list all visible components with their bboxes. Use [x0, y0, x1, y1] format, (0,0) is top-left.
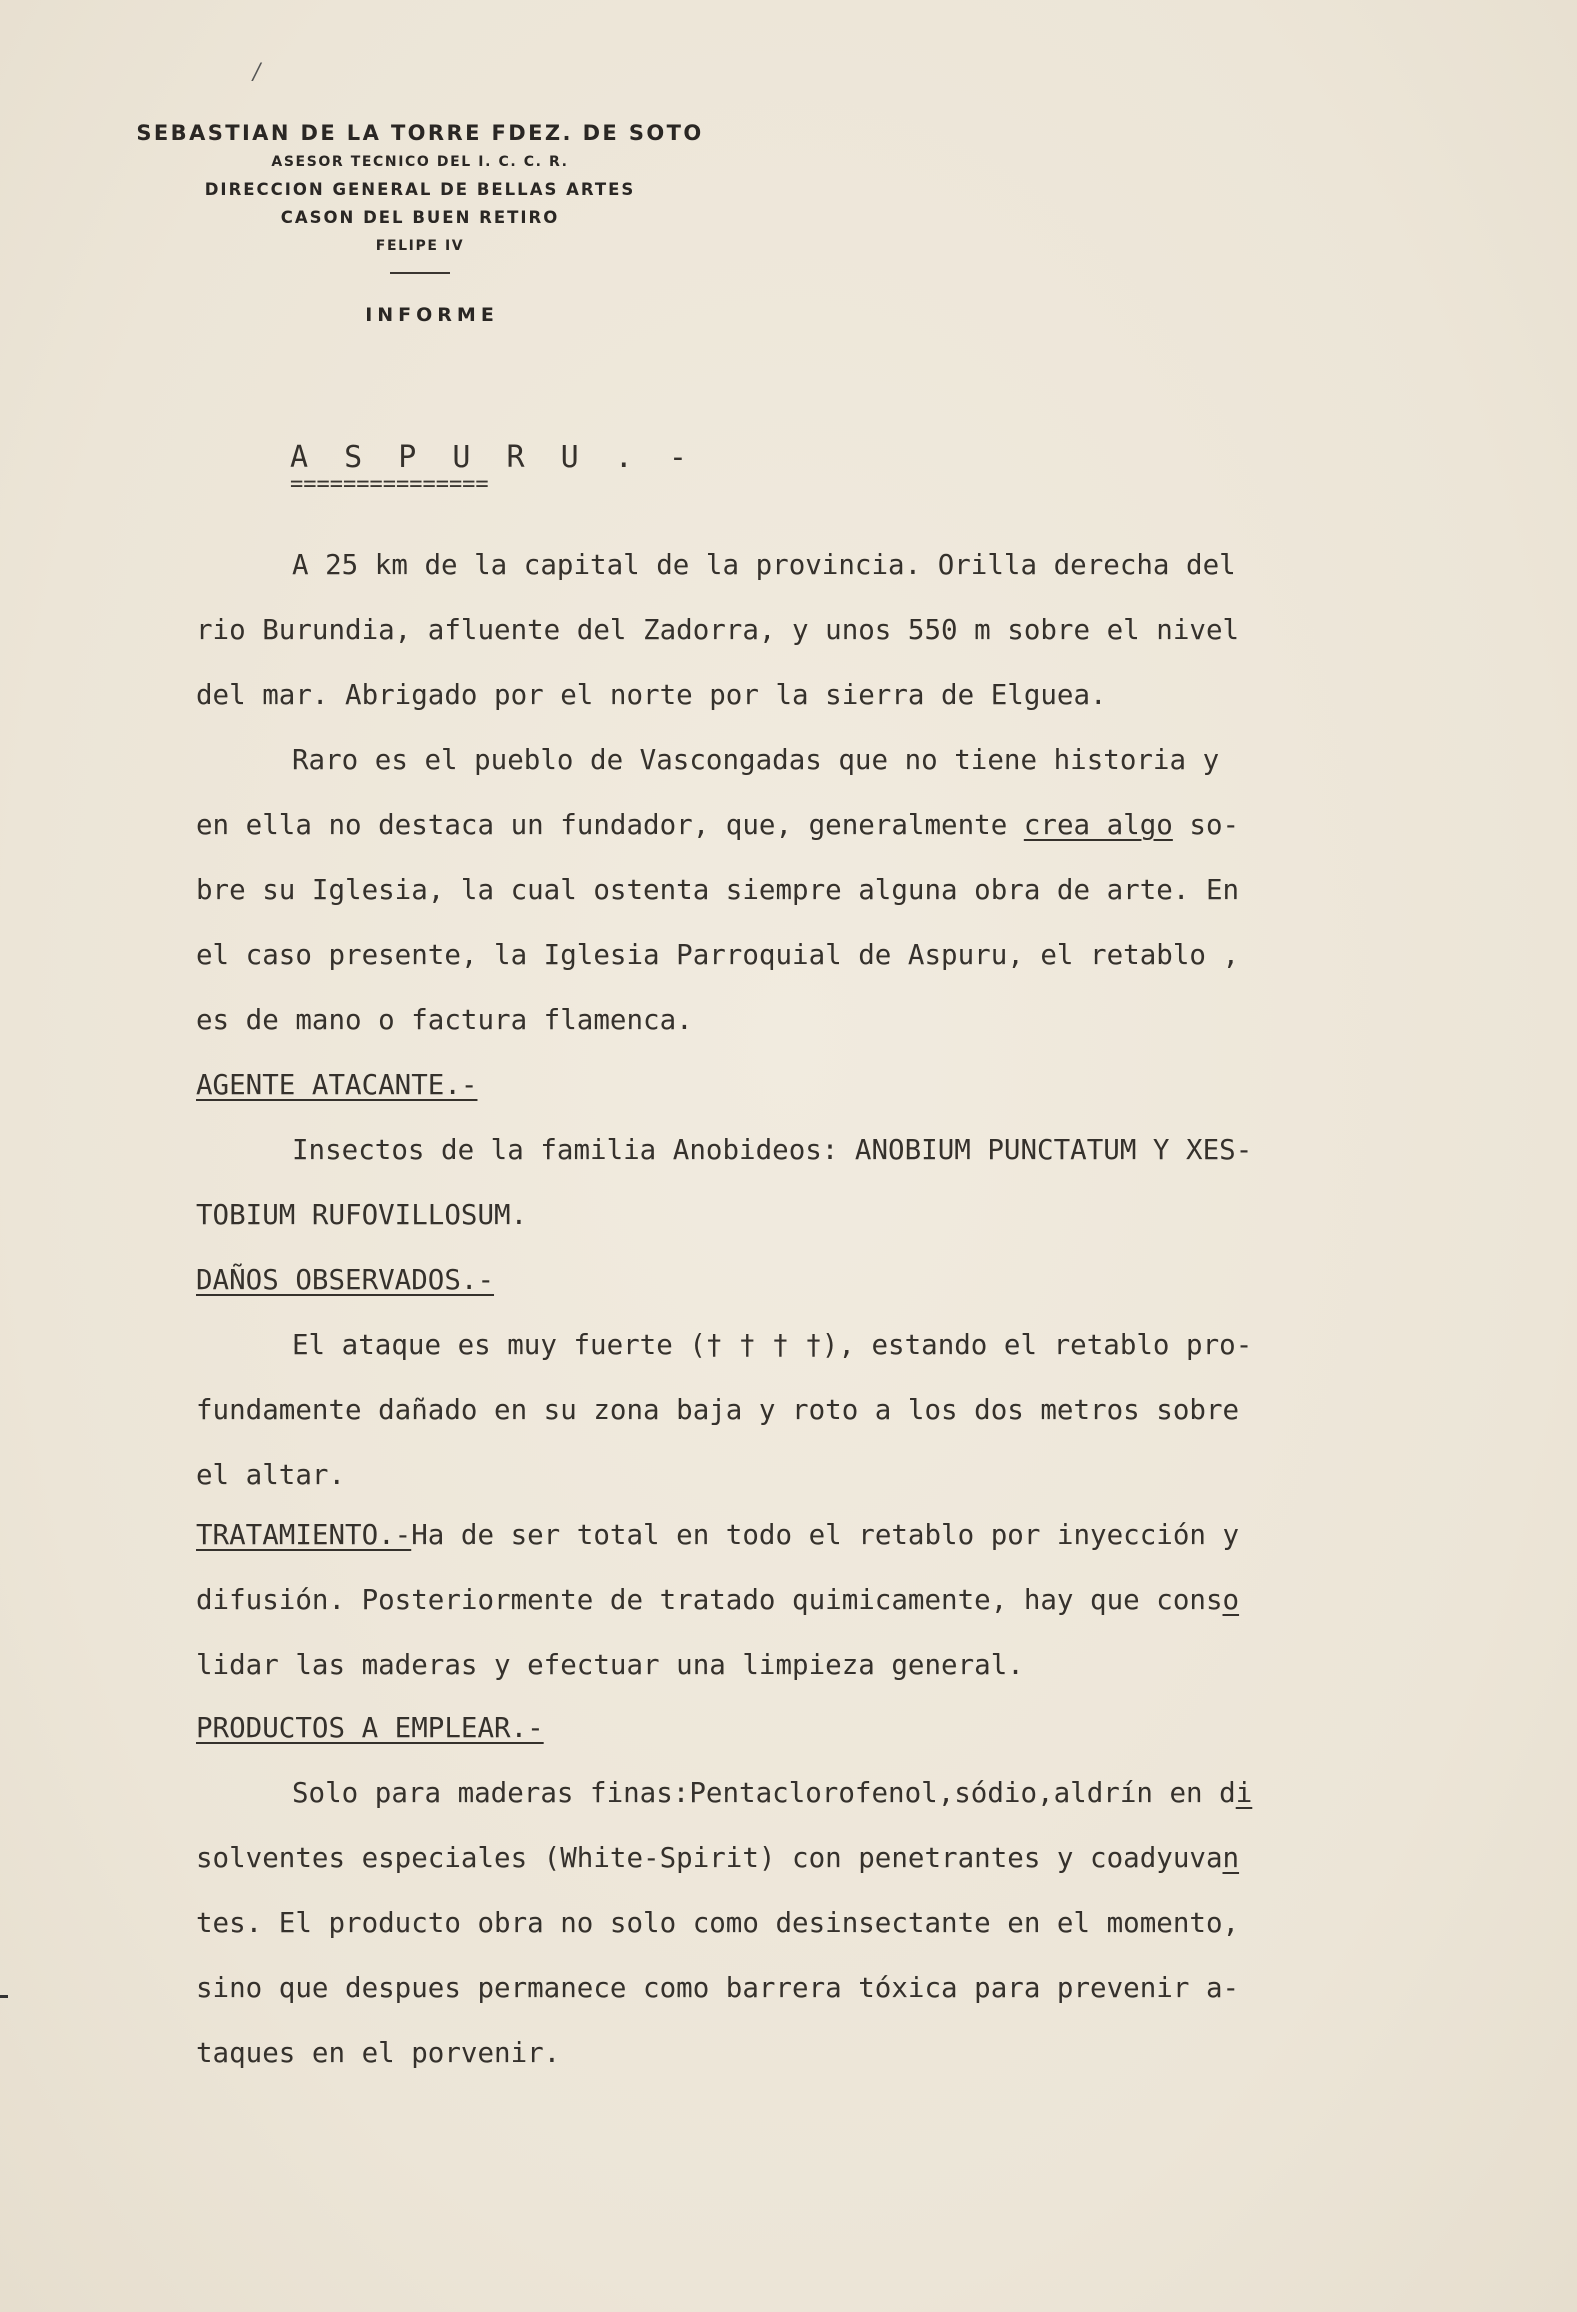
productos-line: tes. El producto obra no solo como desinsectante en el momento,	[196, 1907, 1240, 1939]
history-line: Raro es el pueblo de Vascongadas que no tiene historia y	[292, 744, 1220, 776]
intro-line: rio Burundia, afluente del Zadorra, y unos 550 m sobre el nivel	[196, 614, 1240, 646]
intro-paragraph	[196, 533, 1396, 728]
letterhead-department: DIRECCION GENERAL DE BELLAS ARTES	[204, 180, 636, 199]
history-line: bre su Iglesia, la cual ostenta siempre alguna obra de arte. En	[196, 874, 1240, 906]
history-line-text: en ella no destaca un fundador, que, generalmente	[196, 809, 1024, 841]
danos-line: el altar.	[196, 1459, 346, 1491]
danos-line: fundamente dañado en su zona baja y roto a los dos metros sobre	[196, 1394, 1240, 1426]
productos-line: taques en el porvenir.	[196, 2037, 561, 2069]
tratamiento-section	[196, 1503, 1396, 1698]
document-type: INFORME	[365, 304, 499, 326]
history-line	[196, 793, 1396, 858]
history-paragraph	[196, 728, 1396, 1053]
productos-line: sino que despues permanece como barrera tóxica para prevenir a-	[196, 1972, 1240, 2004]
handwritten-mark: /	[253, 60, 261, 85]
letterhead-name: SEBASTIAN DE LA TORRE FDEZ. DE SOTO	[136, 121, 704, 145]
agente-line: Insectos de la familia Anobideos: ANOBIUM PUNCTATUM Y XES-	[292, 1134, 1253, 1166]
intro-line: A 25 km de la capital de la provincia. Orilla derecha del	[292, 549, 1236, 581]
agente-section	[196, 1053, 1396, 1248]
agente-line: TOBIUM RUFOVILLOSUM.	[196, 1199, 528, 1231]
productos-section	[196, 1696, 1396, 2086]
title-underline: ===============	[290, 472, 489, 497]
section-heading: TRATAMIENTO.-	[196, 1519, 412, 1551]
danos-section	[196, 1248, 1396, 1508]
edge-mark	[0, 1995, 8, 1998]
letterhead-street: FELIPE IV	[375, 238, 465, 254]
underlined-letter: i	[1235, 1777, 1253, 1809]
letterhead-role: ASESOR TECNICO DEL I. C. C. R.	[271, 154, 569, 170]
productos-text: solventes especiales (White-Spirit) con penetrantes y coadyuva	[196, 1842, 1223, 1874]
history-line: el caso presente, la Iglesia Parroquial de Aspuru, el retablo ,	[196, 939, 1240, 971]
productos-line	[196, 1761, 1396, 1826]
danos-line: El ataque es muy fuerte († † † †), estando el retablo pro-	[292, 1329, 1253, 1361]
productos-line	[196, 1826, 1396, 1891]
letterhead-divider	[390, 272, 450, 274]
intro-line: del mar. Abrigado por el norte por la sierra de Elguea.	[196, 679, 1107, 711]
underlined-letter: o	[1222, 1584, 1240, 1616]
document-title	[290, 440, 696, 497]
section-heading: DAÑOS OBSERVADOS.-	[196, 1264, 495, 1296]
underlined-phrase: crea algo	[1023, 809, 1173, 841]
underlined-letter: n	[1222, 1842, 1240, 1874]
tratamiento-line: lidar las maderas y efectuar una limpieza general.	[196, 1649, 1024, 1681]
tratamiento-line	[196, 1568, 1396, 1633]
history-line: es de mano o factura flamenca.	[196, 1004, 693, 1036]
section-heading: PRODUCTOS A EMPLEAR.-	[196, 1712, 544, 1744]
section-heading: AGENTE ATACANTE.-	[196, 1069, 478, 1101]
productos-text: Solo para maderas finas:Pentaclorofenol,sódio,aldrín en d	[292, 1777, 1236, 1809]
letterhead-building: CASON DEL BUEN RETIRO	[280, 208, 560, 227]
tratamiento-line	[196, 1503, 1396, 1568]
tratamiento-text: difusión. Posteriormente de tratado quimicamente, hay que cons	[196, 1584, 1223, 1616]
title-text: A S P U R U . -	[290, 440, 696, 475]
history-line-text: so-	[1172, 809, 1240, 841]
tratamiento-text: Ha de ser total en todo el retablo por inyección y	[411, 1519, 1240, 1551]
letterhead	[120, 118, 720, 330]
